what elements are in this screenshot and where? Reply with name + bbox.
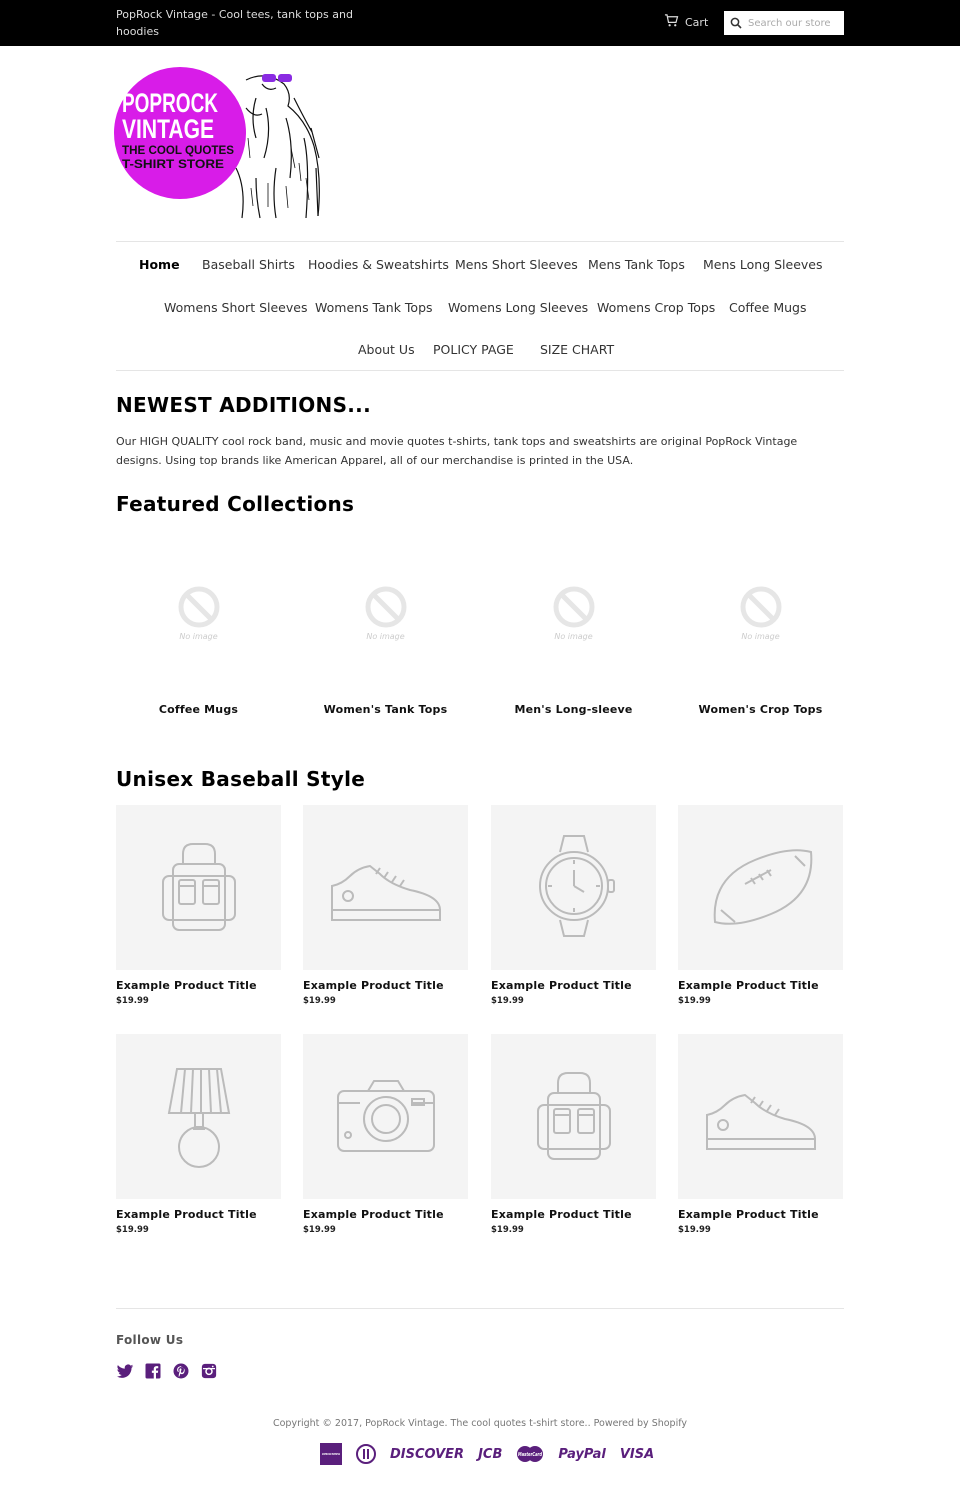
- product-image[interactable]: [116, 1034, 281, 1199]
- pinterest-icon[interactable]: [172, 1362, 190, 1380]
- bag-icon: [139, 826, 259, 950]
- logo-line4: T-SHIRT STORE: [122, 157, 224, 171]
- mastercard-icon: [516, 1445, 544, 1463]
- collection-card[interactable]: [491, 540, 656, 730]
- product-title[interactable]: Example Product Title: [303, 979, 444, 992]
- nav-hoodies-sweatshirts[interactable]: Hoodies & Sweatshirts: [308, 257, 449, 272]
- cart-label: Cart: [685, 15, 709, 29]
- facebook-icon[interactable]: [144, 1362, 162, 1380]
- twitter-icon[interactable]: [116, 1362, 134, 1380]
- collection-card[interactable]: [116, 540, 281, 730]
- nav-mens-short-sleeves[interactable]: Mens Short Sleeves: [455, 257, 578, 272]
- no-image-label: No image: [741, 632, 780, 641]
- product-image[interactable]: [303, 805, 468, 970]
- nav-policy-page[interactable]: POLICY PAGE: [433, 342, 514, 357]
- product-price: $19.99: [303, 1225, 336, 1235]
- product-price: $19.99: [116, 1225, 149, 1235]
- store-logo[interactable]: [116, 68, 328, 220]
- product-card[interactable]: [678, 1034, 843, 1235]
- nav-mens-tank-tops[interactable]: Mens Tank Tops: [588, 257, 685, 272]
- jcb-icon: JCB: [478, 1446, 503, 1462]
- bag-icon: [514, 1055, 634, 1179]
- nav-baseball-shirts[interactable]: Baseball Shirts: [202, 257, 295, 272]
- nav-womens-tank-tops[interactable]: Womens Tank Tops: [315, 300, 433, 315]
- diners-icon: [356, 1444, 376, 1464]
- collection-card[interactable]: [303, 540, 468, 730]
- payment-methods: [320, 1443, 654, 1465]
- product-card[interactable]: [491, 805, 656, 1006]
- nav-home[interactable]: Home: [139, 257, 180, 272]
- amex-label: AMERICAN EXPRESS: [321, 1452, 340, 1456]
- shoe-icon: [326, 826, 446, 950]
- unisex-baseball-heading: Unisex Baseball Style: [116, 767, 366, 791]
- product-title[interactable]: Example Product Title: [678, 979, 819, 992]
- watch-icon: [514, 826, 634, 950]
- cart-icon: [664, 13, 679, 31]
- product-price: $19.99: [491, 1225, 524, 1235]
- product-image[interactable]: [116, 805, 281, 970]
- nav-coffee-mugs[interactable]: Coffee Mugs: [729, 300, 807, 315]
- top-bar: [0, 0, 960, 46]
- nav-womens-long-sleeves[interactable]: Womens Long Sleeves: [448, 300, 589, 315]
- copyright-text: Copyright © 2017, PopRock Vintage. The cool quotes t-shirt store.. Powered by Shopify: [272, 1418, 688, 1429]
- product-price: $19.99: [491, 996, 524, 1006]
- discover-icon: DISCOVER: [390, 1446, 465, 1462]
- product-card[interactable]: [116, 1034, 281, 1235]
- no-image-icon: [544, 582, 604, 652]
- search-icon[interactable]: [724, 14, 748, 33]
- collection-title[interactable]: Women's Crop Tops: [698, 703, 823, 716]
- product-card[interactable]: [303, 1034, 468, 1235]
- newest-additions-heading: NEWEST ADDITIONS...: [116, 393, 371, 417]
- nav-mens-long-sleeves[interactable]: Mens Long Sleeves: [703, 257, 823, 272]
- product-title[interactable]: Example Product Title: [303, 1208, 444, 1221]
- social-links: [116, 1362, 218, 1380]
- cart-link[interactable]: [664, 13, 708, 31]
- logo-line1: POPROCK: [122, 88, 219, 118]
- product-image[interactable]: [491, 805, 656, 970]
- nav-size-chart[interactable]: SIZE CHART: [540, 342, 615, 357]
- product-image[interactable]: [491, 1034, 656, 1199]
- product-title[interactable]: Example Product Title: [491, 979, 632, 992]
- product-card[interactable]: [116, 805, 281, 1006]
- mastercard-label: MasterCard: [518, 1452, 543, 1458]
- product-image[interactable]: [678, 805, 843, 970]
- store-tagline: PopRock Vintage - Cool tees, tank tops and hoodies: [116, 8, 353, 38]
- nav-womens-short-sleeves[interactable]: Womens Short Sleeves: [164, 300, 308, 315]
- no-image-icon: [731, 582, 791, 652]
- product-image[interactable]: [303, 1034, 468, 1199]
- shoe-icon: [701, 1055, 821, 1179]
- football-icon: [701, 826, 821, 950]
- nav-womens-crop-tops[interactable]: Womens Crop Tops: [597, 300, 716, 315]
- camera-icon: [326, 1055, 446, 1179]
- product-title[interactable]: Example Product Title: [116, 979, 257, 992]
- product-price: $19.99: [303, 996, 336, 1006]
- no-image-icon: [169, 582, 229, 652]
- search-input[interactable]: [748, 18, 844, 29]
- product-card[interactable]: [491, 1034, 656, 1235]
- product-image[interactable]: [678, 1034, 843, 1199]
- lamp-icon: [139, 1055, 259, 1179]
- intro-text: Our HIGH QUALITY cool rock band, music and movie quotes t-shirts, tank tops and sweatshirts are original PopRock Vintage designs. Using top brands like American Apparel, all of our merchandise is printed in the USA.: [116, 435, 798, 467]
- collection-title[interactable]: Men's Long-sleeve: [514, 703, 633, 716]
- product-price: $19.99: [678, 996, 711, 1006]
- product-title[interactable]: Example Product Title: [491, 1208, 632, 1221]
- logo-line2: VINTAGE: [122, 114, 214, 144]
- product-card[interactable]: [303, 805, 468, 1006]
- no-image-label: No image: [554, 632, 593, 641]
- no-image-label: No image: [366, 632, 405, 641]
- collection-card[interactable]: [678, 540, 843, 730]
- collection-title[interactable]: Coffee Mugs: [158, 703, 239, 716]
- product-title[interactable]: Example Product Title: [678, 1208, 819, 1221]
- footer-divider: [116, 1308, 844, 1309]
- paypal-icon: PayPal: [558, 1446, 606, 1462]
- search-box[interactable]: [724, 11, 844, 35]
- collection-title[interactable]: Women's Tank Tops: [323, 703, 448, 716]
- amex-icon: [320, 1443, 342, 1465]
- instagram-icon[interactable]: [200, 1362, 218, 1380]
- follow-us-heading: Follow Us: [116, 1333, 184, 1347]
- visa-icon: VISA: [619, 1446, 655, 1462]
- product-price: $19.99: [116, 996, 149, 1006]
- main-nav: [116, 241, 844, 371]
- product-card[interactable]: [678, 805, 843, 1006]
- nav-about-us[interactable]: About Us: [358, 342, 415, 357]
- no-image-icon: [356, 582, 416, 652]
- featured-collections-heading: Featured Collections: [116, 492, 355, 516]
- product-price: $19.99: [678, 1225, 711, 1235]
- no-image-label: No image: [179, 632, 218, 641]
- product-title[interactable]: Example Product Title: [116, 1208, 257, 1221]
- logo-line3: THE COOL QUOTES: [122, 143, 234, 157]
